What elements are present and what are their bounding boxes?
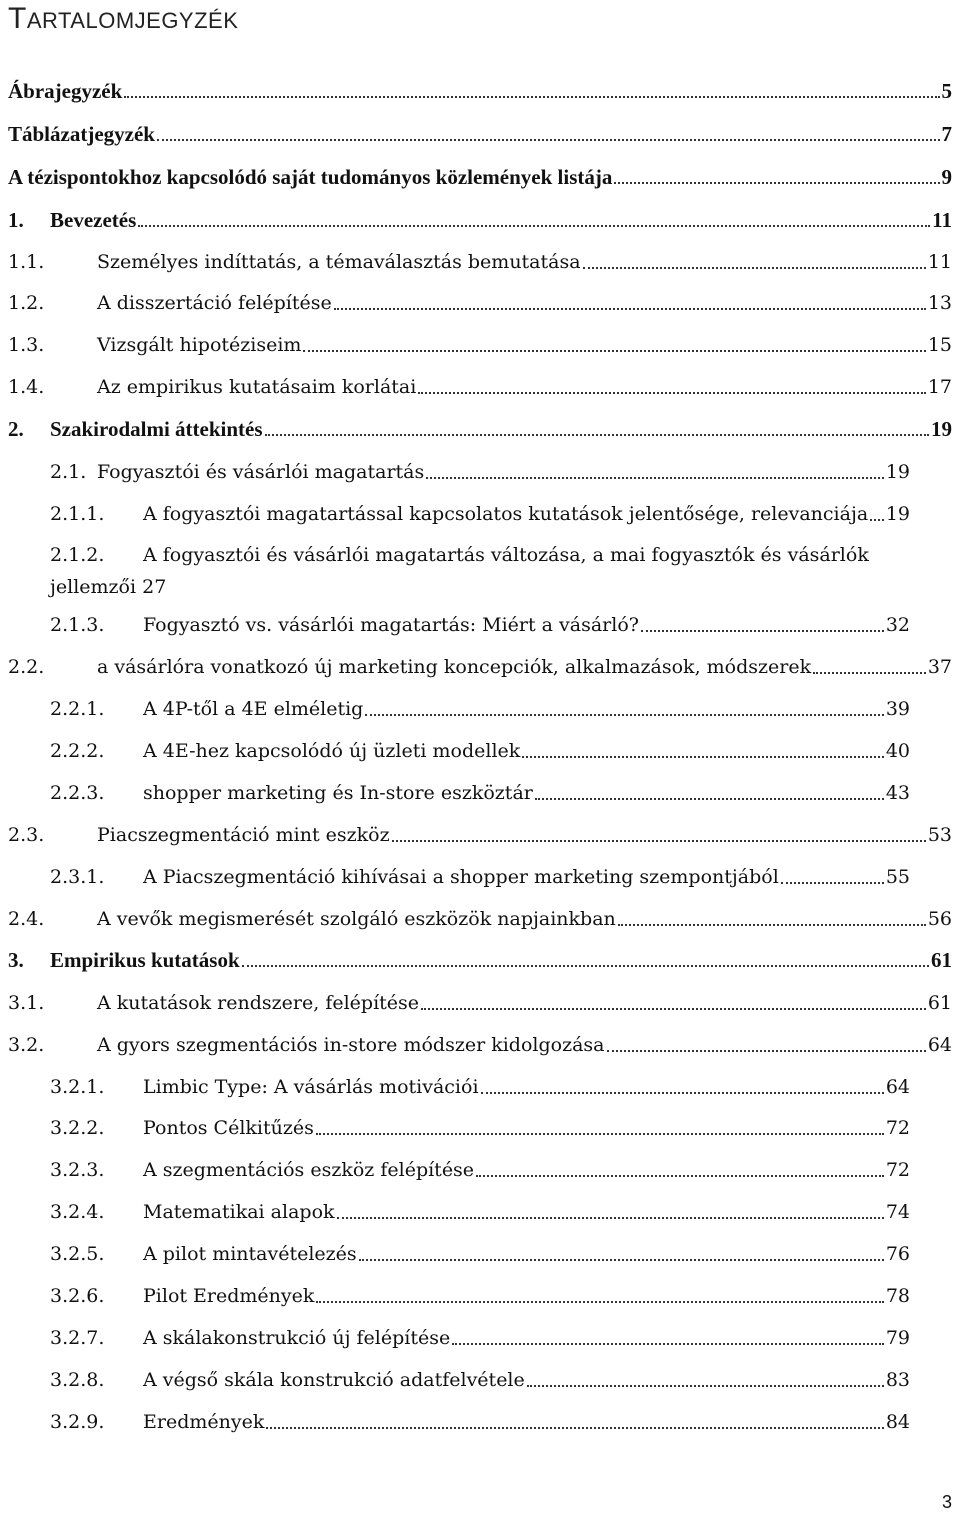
toc-entry[interactable] — [0, 606, 910, 638]
toc-entry[interactable] — [0, 1277, 910, 1309]
toc-entry[interactable] — [0, 243, 952, 275]
toc-entry-number: 2.2.2. — [50, 740, 105, 762]
toc-entry-title: Bevezetés — [50, 208, 137, 232]
toc-entry-title: A gyors szegmentációs in-store módszer kidolgozása — [97, 1034, 605, 1056]
toc-entry[interactable] — [0, 536, 910, 568]
toc-entry-title: Matematikai alapok — [143, 1201, 335, 1223]
toc-entry-title: Pontos Célkitűzés — [143, 1117, 314, 1139]
toc-entry-page: 78 — [885, 1285, 910, 1307]
toc-entry-page: 7 — [941, 122, 952, 146]
toc-leader-dots — [124, 96, 939, 98]
toc-entry-title: A tézispontokhoz kapcsolódó saját tudományos közlemények listája — [8, 165, 613, 189]
toc-entry-number: 3.2.5. — [50, 1243, 105, 1265]
toc-entry-page: 72 — [885, 1117, 910, 1139]
toc-entry-number: 3.2.1. — [50, 1076, 105, 1098]
toc-entry-number: 3.1. — [8, 992, 45, 1014]
toc-entry-title: Szakirodalmi áttekintés — [50, 417, 263, 441]
toc-entry[interactable] — [0, 1151, 910, 1183]
toc-entry-page: 76 — [885, 1243, 910, 1265]
toc-entry-page: 74 — [885, 1201, 910, 1223]
toc-entry-title: A fogyasztói magatartással kapcsolatos kutatások jelentősége, relevanciája — [143, 503, 869, 525]
toc-entry[interactable] — [0, 1109, 910, 1141]
toc-leader-dots — [607, 1050, 926, 1052]
toc-leader-dots — [316, 1133, 884, 1135]
toc-entry-page: 61 — [931, 948, 952, 972]
toc-leader-dots — [535, 798, 884, 800]
toc-entry-page: 17 — [927, 376, 952, 398]
toc-leader-dots — [266, 1427, 883, 1429]
toc-entry[interactable] — [0, 858, 910, 890]
toc-entry-title: Eredmények — [143, 1411, 265, 1433]
toc-entry[interactable] — [0, 1361, 910, 1393]
toc-entry-number: 3.2.8. — [50, 1369, 105, 1391]
toc-entry-number: 3.2.9. — [50, 1411, 105, 1433]
toc-entry[interactable] — [0, 201, 952, 233]
toc-leader-dots — [157, 139, 940, 141]
toc-entry-number: 2.1.1. — [50, 503, 105, 525]
toc-entry-title: A 4P-től a 4E elméletig — [143, 698, 364, 720]
toc-entry-number: 1. — [8, 208, 24, 232]
toc-entry-number: 1.4. — [8, 376, 45, 398]
toc-leader-dots — [303, 350, 925, 352]
toc-entry-number: 1.3. — [8, 334, 45, 356]
toc-leader-dots — [641, 630, 884, 632]
toc-entry-page: 19 — [885, 503, 910, 525]
toc-entry-title: A pilot mintavételezés — [143, 1243, 357, 1265]
toc-leader-dots — [476, 1175, 884, 1177]
toc-entry-number: 2.1.3. — [50, 614, 105, 636]
toc-entry[interactable] — [0, 1319, 910, 1351]
toc-entry[interactable] — [0, 941, 952, 973]
toc-entry-number: 3.2. — [8, 1034, 45, 1056]
toc-entry-title: Táblázatjegyzék — [8, 122, 155, 146]
toc-entry[interactable] — [0, 1235, 910, 1267]
toc-entry-number: 2.4. — [8, 908, 45, 930]
toc-entry-number: 2.1.2. — [50, 544, 105, 566]
toc-entry-page: 39 — [885, 698, 910, 720]
toc-leader-dots — [421, 1008, 926, 1010]
toc-entry-number: 3.2.7. — [50, 1327, 105, 1349]
toc-entry-page: 19 — [885, 461, 910, 483]
toc-entry-page: 43 — [885, 782, 910, 804]
toc-entry-page: 9 — [941, 165, 952, 189]
toc-entry-page: 53 — [927, 824, 952, 846]
toc-leader-dots — [522, 756, 884, 758]
toc-entry-page: 61 — [927, 992, 952, 1014]
toc-entry-number: 2.2. — [8, 656, 45, 678]
toc-leader-dots — [870, 519, 884, 521]
toc-entry-title: Az empirikus kutatásaim korlátai — [97, 376, 417, 398]
toc-entry[interactable] — [0, 984, 952, 1016]
toc-entry-page: 5 — [941, 79, 952, 103]
toc-entry-page: 40 — [885, 740, 910, 762]
toc-entry-page: 19 — [931, 417, 952, 441]
toc-leader-dots — [337, 1217, 884, 1219]
toc-entry-number: 3.2.4. — [50, 1201, 105, 1223]
toc-entry[interactable] — [0, 1403, 910, 1435]
toc-entry-title: a vásárlóra vonatkozó új marketing koncepciók, alkalmazások, módszerek — [97, 656, 812, 678]
toc-leader-dots — [781, 882, 884, 884]
page-title — [8, 2, 238, 36]
toc-entry-title: A szegmentációs eszköz felépítése — [143, 1159, 475, 1181]
toc-leader-dots — [334, 308, 926, 310]
toc-entry[interactable] — [0, 410, 952, 442]
toc-entry[interactable] — [0, 495, 910, 527]
toc-entry[interactable] — [0, 690, 910, 722]
toc-entry-number: 2.2.3. — [50, 782, 105, 804]
toc-entry-title: A kutatások rendszere, felépítése — [97, 992, 420, 1014]
toc-entry[interactable] — [0, 816, 952, 848]
toc-leader-dots — [316, 1301, 883, 1303]
toc-entry-number: 1.1. — [8, 251, 45, 273]
toc-entry-title: shopper marketing és In-store eszköztár — [143, 782, 533, 804]
toc-leader-dots — [265, 434, 929, 436]
toc-entry[interactable] — [0, 774, 910, 806]
toc-entry-title: Piacszegmentáció mint eszköz — [97, 824, 390, 846]
toc-entry-page: 11 — [932, 208, 952, 232]
title-initial: T — [8, 2, 27, 35]
toc-entry[interactable] — [0, 326, 952, 358]
toc-entry-number: 2.3.1. — [50, 866, 105, 888]
toc-entry-page: 15 — [927, 334, 952, 356]
toc-entry-title: Fogyasztói és vásárlói magatartás — [97, 461, 425, 483]
toc-entry-number: 2.1. — [50, 461, 87, 483]
toc-entry[interactable] — [0, 453, 910, 485]
toc-leader-dots — [813, 672, 926, 674]
toc-leader-dots — [359, 1259, 884, 1261]
toc-entry-title: A skálakonstrukció új felépítése — [143, 1327, 451, 1349]
toc-entry-page: 83 — [885, 1369, 910, 1391]
toc-entry-number: 2.3. — [8, 824, 45, 846]
toc-entry[interactable] — [0, 1193, 910, 1225]
toc-entry-title: Ábrajegyzék — [8, 79, 123, 103]
toc-entry-page: 55 — [885, 866, 910, 888]
toc-entry-title: A 4E-hez kapcsolódó új üzleti modellek — [143, 740, 521, 762]
toc-leader-dots — [242, 965, 929, 967]
toc-entry-title: A Piacszegmentáció kihívásai a shopper marketing szempontjából — [143, 866, 779, 888]
toc-entry-title: A vevők megismerését szolgáló eszközök napjainkban — [97, 908, 616, 930]
toc-entry[interactable] — [0, 115, 952, 147]
toc-entry[interactable] — [0, 368, 952, 400]
toc-leader-dots — [614, 182, 939, 184]
toc-entry[interactable] — [0, 648, 952, 680]
toc-entry[interactable] — [0, 900, 952, 932]
toc-entry-title: A fogyasztói és vásárlói magatartás változása, a mai fogyasztók és vásárlók — [143, 544, 869, 566]
toc-leader-dots — [618, 924, 926, 926]
toc-entry-page: 32 — [885, 614, 910, 636]
toc-entry[interactable] — [0, 158, 952, 190]
toc-leader-dots — [392, 840, 926, 842]
toc-entry-number: 3.2.2. — [50, 1117, 105, 1139]
toc-entry-title: Személyes indíttatás, a témaválasztás bemutatása — [97, 251, 581, 273]
toc-entry-title: A disszertáció felépítése — [97, 292, 332, 314]
title-rest: ARTALOMJEGYZÉK — [26, 8, 239, 33]
toc-leader-dots — [452, 1343, 884, 1345]
toc-entry-number: 3.2.6. — [50, 1285, 105, 1307]
toc-entry[interactable] — [0, 1068, 910, 1100]
toc-leader-dots — [527, 1385, 884, 1387]
toc-entry-page: 79 — [885, 1327, 910, 1349]
toc-entry-title: Vizsgált hipotéziseim — [97, 334, 302, 356]
toc-entry-page: 11 — [927, 251, 952, 273]
toc-entry[interactable] — [0, 284, 952, 316]
toc-entry[interactable] — [0, 732, 910, 764]
page-number: 3 — [941, 1492, 952, 1512]
toc-entry-title: Fogyasztó vs. vásárlói magatartás: Miért a vásárló? — [143, 614, 639, 636]
toc-entry[interactable] — [0, 1026, 952, 1058]
toc-leader-dots — [583, 267, 926, 269]
toc-entry-title: Empirikus kutatások — [50, 948, 240, 972]
toc-entry-number: 2.2.1. — [50, 698, 105, 720]
toc-leader-dots — [365, 714, 883, 716]
toc-entry-number: 1.2. — [8, 292, 45, 314]
toc-leader-dots — [481, 1092, 884, 1094]
toc-leader-dots — [138, 225, 930, 227]
toc-entry-page: 37 — [927, 656, 952, 678]
toc-entry-number: 3.2.3. — [50, 1159, 105, 1181]
toc-entry-title: Pilot Eredmények — [143, 1285, 315, 1307]
toc-entry-title: Limbic Type: A vásárlás motivációi — [143, 1076, 479, 1098]
toc-entry-number: 2. — [8, 417, 24, 441]
toc-entry-continuation: jellemzői 27 — [50, 576, 167, 598]
toc-leader-dots — [426, 477, 884, 479]
toc-entry-number: 3. — [8, 948, 24, 972]
toc-entry-title: A végső skála konstrukció adatfelvétele — [143, 1369, 525, 1391]
toc-entry[interactable] — [0, 72, 952, 104]
toc-entry-page: 72 — [885, 1159, 910, 1181]
toc-leader-dots — [418, 392, 925, 394]
toc-entry-page: 56 — [927, 908, 952, 930]
toc-entry-page: 64 — [927, 1034, 952, 1056]
toc-entry-page: 64 — [885, 1076, 910, 1098]
toc-entry-page: 13 — [927, 292, 952, 314]
toc-entry-page: 84 — [885, 1411, 910, 1433]
